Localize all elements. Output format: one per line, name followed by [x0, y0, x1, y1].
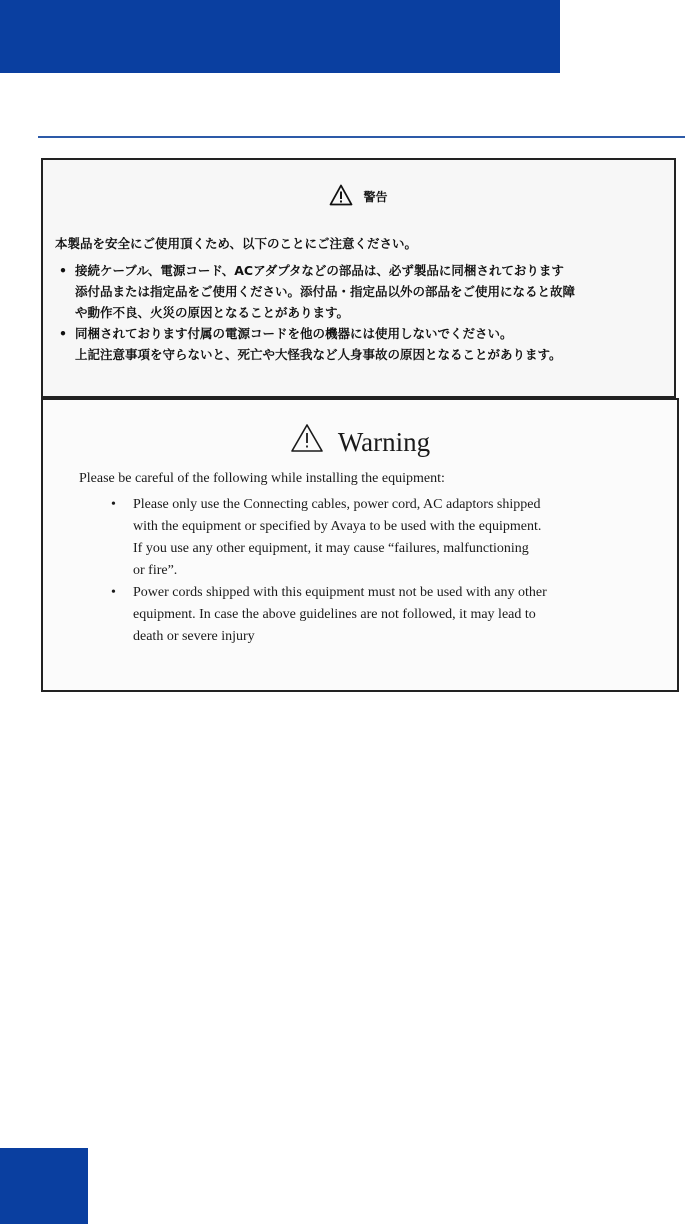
list-item: • 同梱されております付属の電源コードを他の機器には使用しないでください。 上記注意事項を守らないと、死亡や大怪我など人身事故の原因となることがあります。	[55, 323, 667, 365]
english-warning-intro: Please be careful of the following while installing the equipment:	[79, 471, 445, 486]
warning-triangle-icon	[290, 423, 324, 461]
header-rule	[38, 136, 685, 138]
english-warning-list	[109, 494, 669, 648]
english-warning-heading	[43, 422, 677, 461]
list-item: • Power cords shipped with this equipment must not be used with any other equipment. In case the above guidelines are not followed, it may lead to death or severe injury	[109, 582, 669, 648]
japanese-warning-intro: 本製品を安全にご使用頂くため、以下のことにご注意ください。	[55, 236, 418, 251]
japanese-warning-list	[55, 260, 667, 365]
header-band	[0, 0, 560, 73]
japanese-warning-box	[41, 158, 676, 398]
japanese-warning-title: 警告	[363, 190, 388, 204]
list-item: • 接続ケーブル、電源コード、ACアダプタなどの部品は、必ず製品に同梱されております 添付品または指定品をご使用ください。添付品・指定品以外の部品をご使用になると故障 や動作不良、火災の原因となることがあります。	[55, 260, 667, 323]
english-warning-title: Warning	[337, 426, 431, 457]
english-warning-box	[41, 398, 679, 692]
footer-block	[0, 1148, 88, 1224]
japanese-warning-heading	[43, 184, 674, 209]
warning-triangle-icon	[329, 184, 353, 209]
list-item: • Please only use the Connecting cables, power cord, AC adaptors shipped with the equipment or specified by Avaya to be used with the equipment. If you use any other equipment, it may cause “failures, malfunctioning or fire”.	[109, 494, 669, 582]
